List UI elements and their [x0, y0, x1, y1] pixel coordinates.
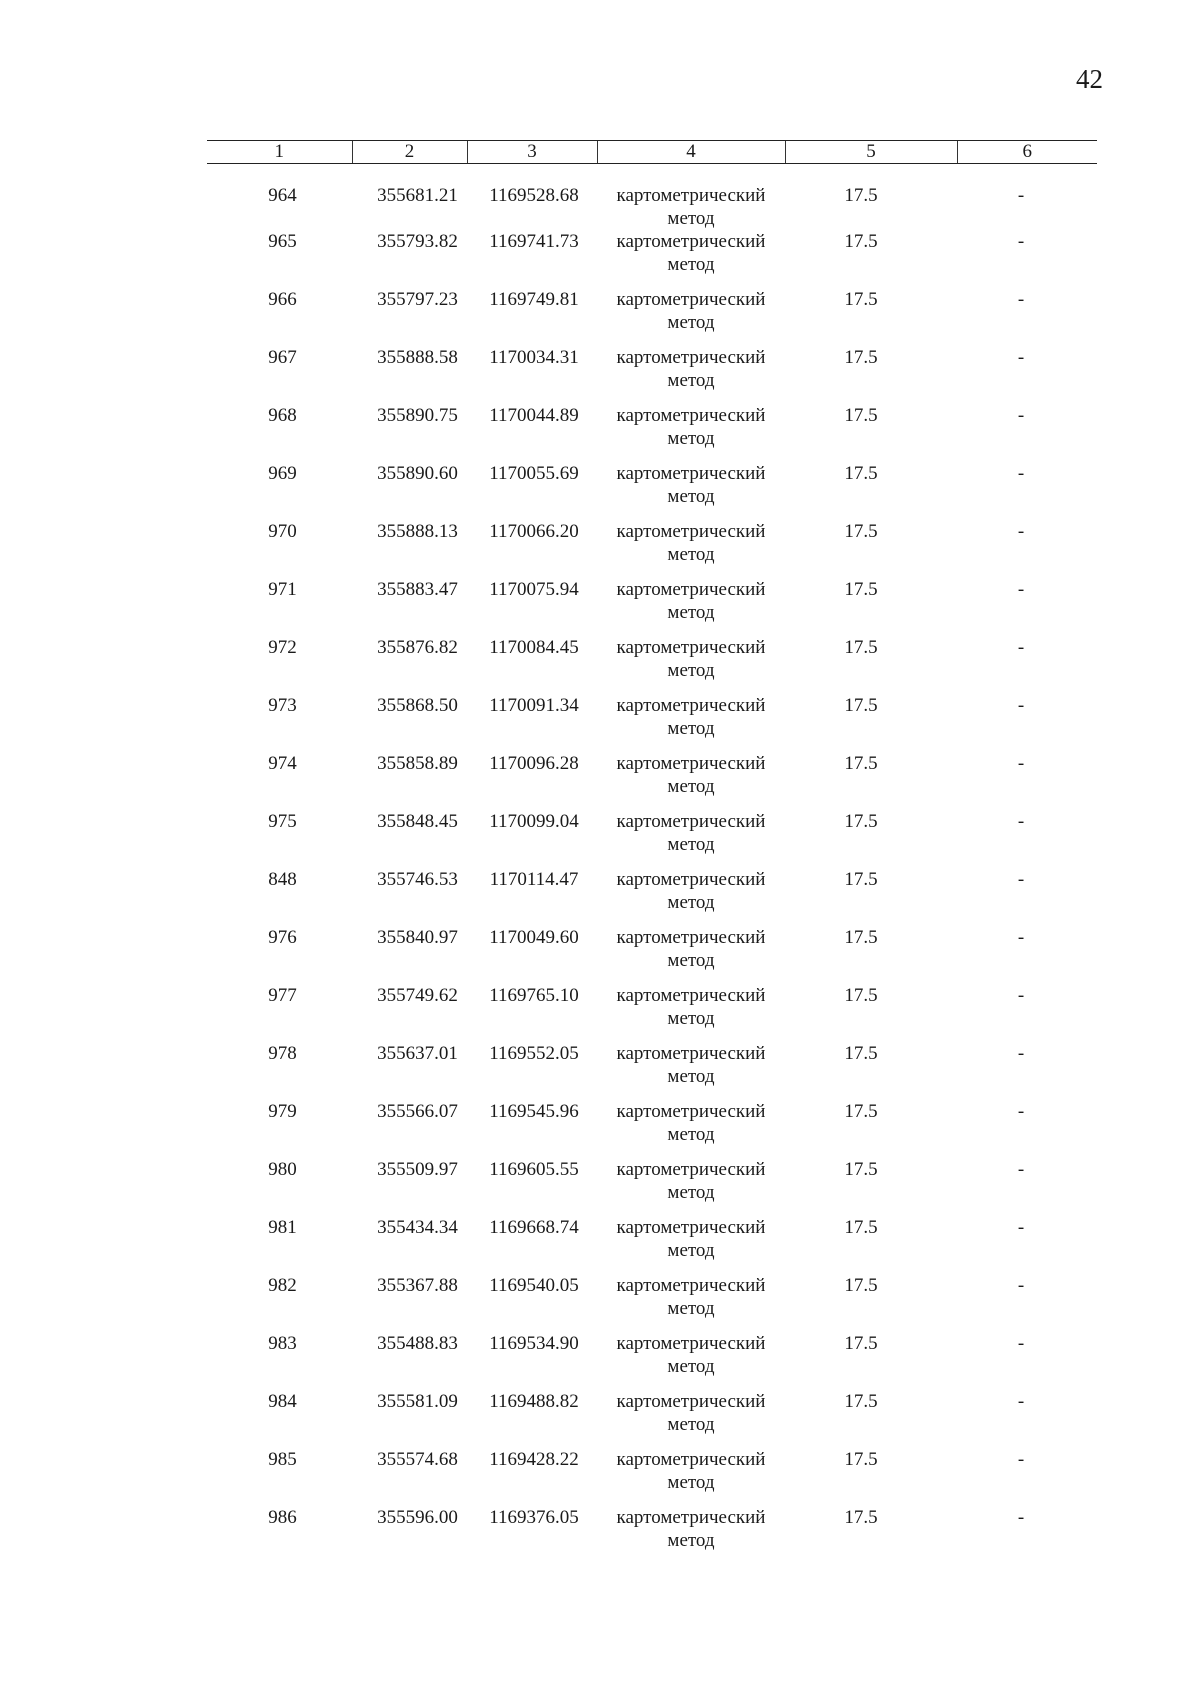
method-line-1: картометрический: [616, 985, 766, 1006]
method-cell: [597, 520, 785, 578]
table-row: [207, 752, 1097, 810]
y-coordinate-cell: 1170066.20: [489, 521, 579, 542]
method-cell: [597, 578, 785, 636]
point-number-cell: 848: [268, 869, 297, 890]
method-line-2: метод: [667, 602, 715, 623]
method-line-1: картометрический: [616, 1391, 766, 1412]
accuracy-cell: 17.5: [844, 1217, 878, 1238]
y-coordinate-cell: 1169428.22: [489, 1449, 579, 1470]
accuracy-cell: 17.5: [844, 521, 878, 542]
method-cell: [597, 1216, 785, 1274]
description-cell: -: [1017, 811, 1025, 832]
x-coordinate-cell: 355883.47: [377, 579, 458, 600]
description-cell: -: [1017, 521, 1025, 542]
table-row: [207, 346, 1097, 404]
method-line-2: метод: [667, 1182, 715, 1203]
point-number-cell: 972: [268, 637, 297, 658]
method-line-1: картометрический: [616, 927, 766, 948]
coordinates-table: [207, 140, 1097, 1564]
point-number-cell: 980: [268, 1159, 297, 1180]
x-coordinate-cell: 355596.00: [377, 1507, 458, 1528]
accuracy-cell: 17.5: [844, 753, 878, 774]
accuracy-cell: 17.5: [844, 231, 878, 252]
column-header-6: 6: [957, 141, 1097, 164]
point-number-cell: 983: [268, 1333, 297, 1354]
accuracy-cell: 17.5: [844, 985, 878, 1006]
accuracy-cell: 17.5: [844, 579, 878, 600]
method-line-1: картометрический: [616, 347, 766, 368]
description-cell: -: [1017, 985, 1025, 1006]
accuracy-cell: 17.5: [844, 463, 878, 484]
accuracy-cell: 17.5: [844, 185, 878, 206]
point-number-cell: 966: [268, 289, 297, 310]
table-row: [207, 230, 1097, 288]
x-coordinate-cell: 355890.75: [377, 405, 458, 426]
x-coordinate-cell: 355858.89: [377, 753, 458, 774]
table-row: [207, 1506, 1097, 1564]
method-line-2: метод: [667, 950, 715, 971]
y-coordinate-cell: 1169749.81: [489, 289, 579, 310]
description-cell: -: [1017, 463, 1025, 484]
method-cell: [597, 346, 785, 404]
accuracy-cell: 17.5: [844, 405, 878, 426]
method-line-2: метод: [667, 1530, 715, 1551]
y-coordinate-cell: 1169528.68: [489, 185, 579, 206]
method-line-2: метод: [667, 312, 715, 333]
method-cell: [597, 462, 785, 520]
point-number-cell: 969: [268, 463, 297, 484]
method-cell: [597, 288, 785, 346]
method-line-2: метод: [667, 1356, 715, 1377]
method-line-2: метод: [667, 1008, 715, 1029]
x-coordinate-cell: 355793.82: [377, 231, 458, 252]
method-cell: [597, 694, 785, 752]
x-coordinate-cell: 355681.21: [377, 185, 458, 206]
method-cell: [597, 1042, 785, 1100]
description-cell: -: [1017, 753, 1025, 774]
x-coordinate-cell: 355746.53: [377, 869, 458, 890]
method-line-2: метод: [667, 370, 715, 391]
point-number-cell: 981: [268, 1217, 297, 1238]
description-cell: -: [1017, 695, 1025, 716]
x-coordinate-cell: 355749.62: [377, 985, 458, 1006]
description-cell: -: [1017, 869, 1025, 890]
point-number-cell: 968: [268, 405, 297, 426]
accuracy-cell: 17.5: [844, 347, 878, 368]
accuracy-cell: 17.5: [844, 1391, 878, 1412]
method-line-1: картометрический: [616, 1217, 766, 1238]
method-line-1: картометрический: [616, 289, 766, 310]
y-coordinate-cell: 1170091.34: [489, 695, 579, 716]
table-row: [207, 288, 1097, 346]
y-coordinate-cell: 1169376.05: [489, 1507, 579, 1528]
x-coordinate-cell: 355890.60: [377, 463, 458, 484]
y-coordinate-cell: 1170055.69: [489, 463, 579, 484]
accuracy-cell: 17.5: [844, 289, 878, 310]
table-row: [207, 1448, 1097, 1506]
method-line-2: метод: [667, 486, 715, 507]
method-cell: [597, 1506, 785, 1564]
y-coordinate-cell: 1169668.74: [489, 1217, 579, 1238]
accuracy-cell: 17.5: [844, 1159, 878, 1180]
method-line-2: метод: [667, 1472, 715, 1493]
method-line-2: метод: [667, 776, 715, 797]
description-cell: -: [1017, 289, 1025, 310]
point-number-cell: 971: [268, 579, 297, 600]
method-line-1: картометрический: [616, 1275, 766, 1296]
method-line-2: метод: [667, 428, 715, 449]
accuracy-cell: 17.5: [844, 1101, 878, 1122]
table-row: [207, 1100, 1097, 1158]
x-coordinate-cell: 355637.01: [377, 1043, 458, 1064]
x-coordinate-cell: 355434.34: [377, 1217, 458, 1238]
table-row: [207, 868, 1097, 926]
description-cell: -: [1017, 347, 1025, 368]
method-line-1: картометрический: [616, 185, 766, 206]
method-cell: [597, 636, 785, 694]
y-coordinate-cell: 1169741.73: [489, 231, 579, 252]
method-line-1: картометрический: [616, 1043, 766, 1064]
method-line-2: метод: [667, 660, 715, 681]
table-row: [207, 694, 1097, 752]
point-number-cell: 979: [268, 1101, 297, 1122]
point-number-cell: 986: [268, 1507, 297, 1528]
method-cell: [597, 1100, 785, 1158]
description-cell: -: [1017, 1217, 1025, 1238]
method-line-1: картометрический: [616, 637, 766, 658]
table-row: [207, 1274, 1097, 1332]
method-line-1: картометрический: [616, 1333, 766, 1354]
point-number-cell: 967: [268, 347, 297, 368]
y-coordinate-cell: 1170099.04: [489, 811, 579, 832]
point-number-cell: 976: [268, 927, 297, 948]
page-number: 42: [1076, 64, 1103, 94]
method-line-1: картометрический: [616, 1159, 766, 1180]
description-cell: -: [1017, 927, 1025, 948]
x-coordinate-cell: 355848.45: [377, 811, 458, 832]
method-line-2: метод: [667, 208, 715, 229]
method-line-1: картометрический: [616, 1507, 766, 1528]
description-cell: -: [1017, 1391, 1025, 1412]
method-line-2: метод: [667, 892, 715, 913]
y-coordinate-cell: 1170114.47: [489, 869, 579, 890]
method-line-2: метод: [667, 1066, 715, 1087]
x-coordinate-cell: 355797.23: [377, 289, 458, 310]
x-coordinate-cell: 355488.83: [377, 1333, 458, 1354]
method-line-2: метод: [667, 834, 715, 855]
point-number-cell: 974: [268, 753, 297, 774]
description-cell: -: [1017, 1449, 1025, 1470]
accuracy-cell: 17.5: [844, 1507, 878, 1528]
table-row: [207, 578, 1097, 636]
table-row: [207, 1390, 1097, 1448]
method-line-1: картометрический: [616, 463, 766, 484]
method-line-2: метод: [667, 544, 715, 565]
table-row: [207, 1158, 1097, 1216]
y-coordinate-cell: 1170044.89: [489, 405, 579, 426]
table-row: [207, 164, 1097, 231]
description-cell: -: [1017, 1101, 1025, 1122]
y-coordinate-cell: 1169488.82: [489, 1391, 579, 1412]
y-coordinate-cell: 1170096.28: [489, 753, 579, 774]
table-row: [207, 1042, 1097, 1100]
y-coordinate-cell: 1169545.96: [489, 1101, 579, 1122]
method-line-2: метод: [667, 718, 715, 739]
description-cell: -: [1017, 405, 1025, 426]
x-coordinate-cell: 355888.13: [377, 521, 458, 542]
method-line-1: картометрический: [616, 695, 766, 716]
header-row: [207, 141, 1097, 164]
description-cell: -: [1017, 637, 1025, 658]
method-cell: [597, 984, 785, 1042]
accuracy-cell: 17.5: [844, 695, 878, 716]
column-header-1: 1: [207, 141, 352, 164]
method-cell: [597, 1274, 785, 1332]
description-cell: -: [1017, 579, 1025, 600]
y-coordinate-cell: 1170084.45: [489, 637, 579, 658]
y-coordinate-cell: 1169765.10: [489, 985, 579, 1006]
description-cell: -: [1017, 1275, 1025, 1296]
description-cell: -: [1017, 185, 1025, 206]
x-coordinate-cell: 355367.88: [377, 1275, 458, 1296]
x-coordinate-cell: 355888.58: [377, 347, 458, 368]
accuracy-cell: 17.5: [844, 1449, 878, 1470]
table-row: [207, 520, 1097, 578]
x-coordinate-cell: 355876.82: [377, 637, 458, 658]
point-number-cell: 984: [268, 1391, 297, 1412]
point-number-cell: 978: [268, 1043, 297, 1064]
method-line-1: картометрический: [616, 869, 766, 890]
table-row: [207, 1332, 1097, 1390]
method-line-2: метод: [667, 1298, 715, 1319]
table-row: [207, 810, 1097, 868]
x-coordinate-cell: 355581.09: [377, 1391, 458, 1412]
method-line-1: картометрический: [616, 579, 766, 600]
method-line-1: картометрический: [616, 405, 766, 426]
table-body: [207, 164, 1097, 1565]
accuracy-cell: 17.5: [844, 869, 878, 890]
y-coordinate-cell: 1169552.05: [489, 1043, 579, 1064]
x-coordinate-cell: 355840.97: [377, 927, 458, 948]
y-coordinate-cell: 1169534.90: [489, 1333, 579, 1354]
accuracy-cell: 17.5: [844, 637, 878, 658]
description-cell: -: [1017, 1507, 1025, 1528]
y-coordinate-cell: 1170049.60: [489, 927, 579, 948]
method-line-1: картометрический: [616, 753, 766, 774]
point-number-cell: 982: [268, 1275, 297, 1296]
method-cell: [597, 164, 785, 231]
column-header-4: 4: [597, 141, 785, 164]
column-header-3: 3: [467, 141, 597, 164]
point-number-cell: 973: [268, 695, 297, 716]
point-number-cell: 985: [268, 1449, 297, 1470]
description-cell: -: [1017, 1043, 1025, 1064]
method-line-2: метод: [667, 254, 715, 275]
column-header-5: 5: [785, 141, 957, 164]
method-cell: [597, 810, 785, 868]
method-line-1: картометрический: [616, 231, 766, 252]
table-row: [207, 404, 1097, 462]
point-number-cell: 970: [268, 521, 297, 542]
method-cell: [597, 868, 785, 926]
description-cell: -: [1017, 1333, 1025, 1354]
x-coordinate-cell: 355868.50: [377, 695, 458, 716]
description-cell: -: [1017, 1159, 1025, 1180]
x-coordinate-cell: 355509.97: [377, 1159, 458, 1180]
y-coordinate-cell: 1170075.94: [489, 579, 579, 600]
x-coordinate-cell: 355566.07: [377, 1101, 458, 1122]
method-cell: [597, 926, 785, 984]
table-row: [207, 1216, 1097, 1274]
table-row: [207, 926, 1097, 984]
method-cell: [597, 1158, 785, 1216]
y-coordinate-cell: 1170034.31: [489, 347, 579, 368]
method-line-2: метод: [667, 1414, 715, 1435]
method-cell: [597, 752, 785, 810]
method-cell: [597, 1332, 785, 1390]
point-number-cell: 965: [268, 231, 297, 252]
point-number-cell: 964: [268, 185, 297, 206]
method-cell: [597, 230, 785, 288]
accuracy-cell: 17.5: [844, 927, 878, 948]
accuracy-cell: 17.5: [844, 1043, 878, 1064]
method-line-1: картометрический: [616, 521, 766, 542]
method-line-2: метод: [667, 1124, 715, 1145]
column-header-2: 2: [352, 141, 467, 164]
table-row: [207, 462, 1097, 520]
y-coordinate-cell: 1169605.55: [489, 1159, 579, 1180]
y-coordinate-cell: 1169540.05: [489, 1275, 579, 1296]
method-line-1: картометрический: [616, 1101, 766, 1122]
accuracy-cell: 17.5: [844, 1275, 878, 1296]
point-number-cell: 975: [268, 811, 297, 832]
method-cell: [597, 1390, 785, 1448]
table-row: [207, 984, 1097, 1042]
x-coordinate-cell: 355574.68: [377, 1449, 458, 1470]
accuracy-cell: 17.5: [844, 811, 878, 832]
description-cell: -: [1017, 231, 1025, 252]
method-line-1: картометрический: [616, 811, 766, 832]
method-cell: [597, 404, 785, 462]
table-header: [207, 141, 1097, 164]
accuracy-cell: 17.5: [844, 1333, 878, 1354]
point-number-cell: 977: [268, 985, 297, 1006]
method-line-1: картометрический: [616, 1449, 766, 1470]
table-row: [207, 636, 1097, 694]
method-cell: [597, 1448, 785, 1506]
method-line-2: метод: [667, 1240, 715, 1261]
